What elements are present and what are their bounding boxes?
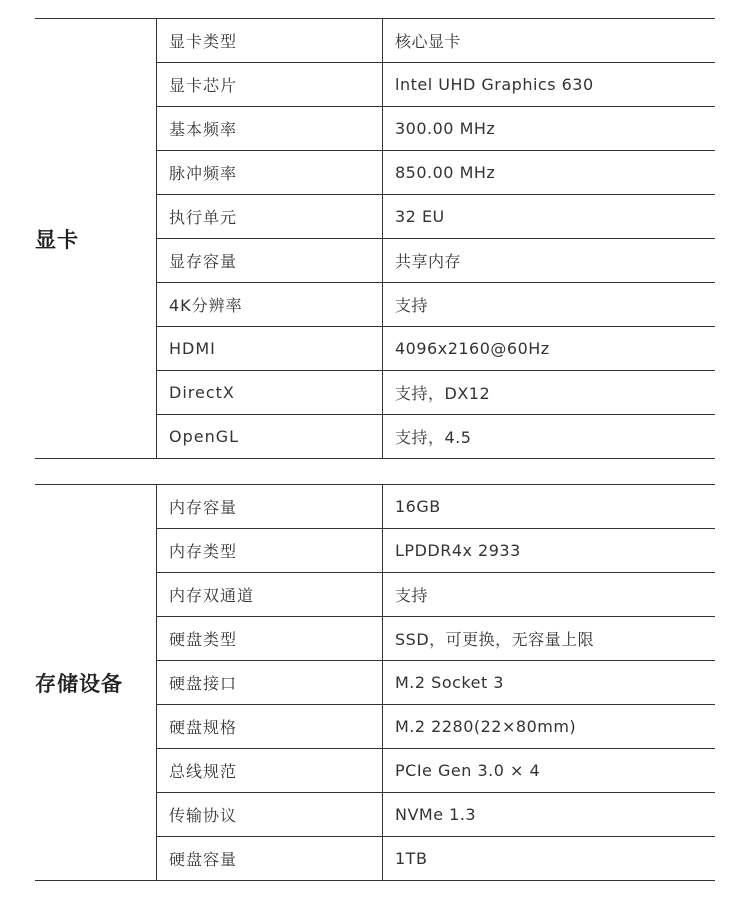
spec-value: PCIe Gen 3.0 × 4 [395, 761, 541, 780]
spec-label: DirectX [157, 371, 383, 414]
spec-value: LPDDR4x 2933 [395, 541, 521, 560]
table-row [157, 239, 715, 283]
spec-value: lntel UHD Graphics 630 [395, 75, 594, 94]
table-row [157, 573, 715, 617]
table-row [157, 749, 715, 793]
spec-label: 内存类型 [157, 529, 383, 572]
table-row [157, 327, 715, 371]
spec-value: 共享内存 [395, 252, 462, 271]
spec-label: 硬盘规格 [157, 705, 383, 748]
spec-label: 总线规范 [157, 749, 383, 792]
spec-label: 显卡芯片 [157, 63, 383, 106]
spec-value: 300.00 MHz [395, 119, 496, 138]
spec-value: 支持 [395, 296, 429, 315]
table-row [157, 63, 715, 107]
category-cell [35, 19, 157, 458]
storage-spec-table [35, 484, 715, 881]
spec-value: 支持，4.5 [395, 428, 472, 447]
spec-value: 核心显卡 [395, 32, 462, 51]
table-row [157, 283, 715, 327]
category-cell [35, 485, 157, 880]
spec-label: 执行单元 [157, 195, 383, 238]
table-row [157, 793, 715, 837]
spec-rows [157, 19, 715, 458]
spec-value: 16GB [395, 497, 441, 516]
table-row [157, 529, 715, 573]
category-label-graphics: 显卡 [35, 227, 79, 252]
table-row [157, 837, 715, 880]
table-row [157, 371, 715, 415]
table-row [157, 107, 715, 151]
spec-value: 支持，DX12 [395, 384, 491, 403]
spec-value: 32 EU [395, 207, 445, 226]
spec-label: 基本频率 [157, 107, 383, 150]
category-label-storage: 存储设备 [35, 671, 123, 696]
spec-label: 内存双通道 [157, 573, 383, 616]
table-row [157, 415, 715, 458]
table-row [157, 705, 715, 749]
spec-label: 传输协议 [157, 793, 383, 836]
spec-value: 支持 [395, 586, 429, 605]
spec-value: SSD，可更换，无容量上限 [395, 630, 595, 649]
spec-label: OpenGL [157, 415, 383, 458]
spec-value: 1TB [395, 849, 428, 868]
spec-label: 脉冲频率 [157, 151, 383, 194]
spec-label: 硬盘类型 [157, 617, 383, 660]
table-row [157, 19, 715, 63]
spec-rows [157, 485, 715, 880]
spec-label: 4K分辨率 [157, 283, 383, 326]
spec-label: HDMI [157, 327, 383, 370]
table-row [157, 485, 715, 529]
spec-value: 4096x2160@60Hz [395, 339, 550, 358]
spec-value: M.2 2280(22×80mm) [395, 717, 577, 736]
graphics-spec-table [35, 18, 715, 459]
spec-value: M.2 Socket 3 [395, 673, 504, 692]
spec-label: 硬盘接口 [157, 661, 383, 704]
table-row [157, 195, 715, 239]
spec-label: 硬盘容量 [157, 837, 383, 880]
table-row [157, 151, 715, 195]
spec-value: NVMe 1.3 [395, 805, 477, 824]
table-row [157, 617, 715, 661]
spec-label: 内存容量 [157, 485, 383, 528]
spec-value: 850.00 MHz [395, 163, 496, 182]
table-row [157, 661, 715, 705]
spec-label: 显存容量 [157, 239, 383, 282]
spec-label: 显卡类型 [157, 19, 383, 62]
